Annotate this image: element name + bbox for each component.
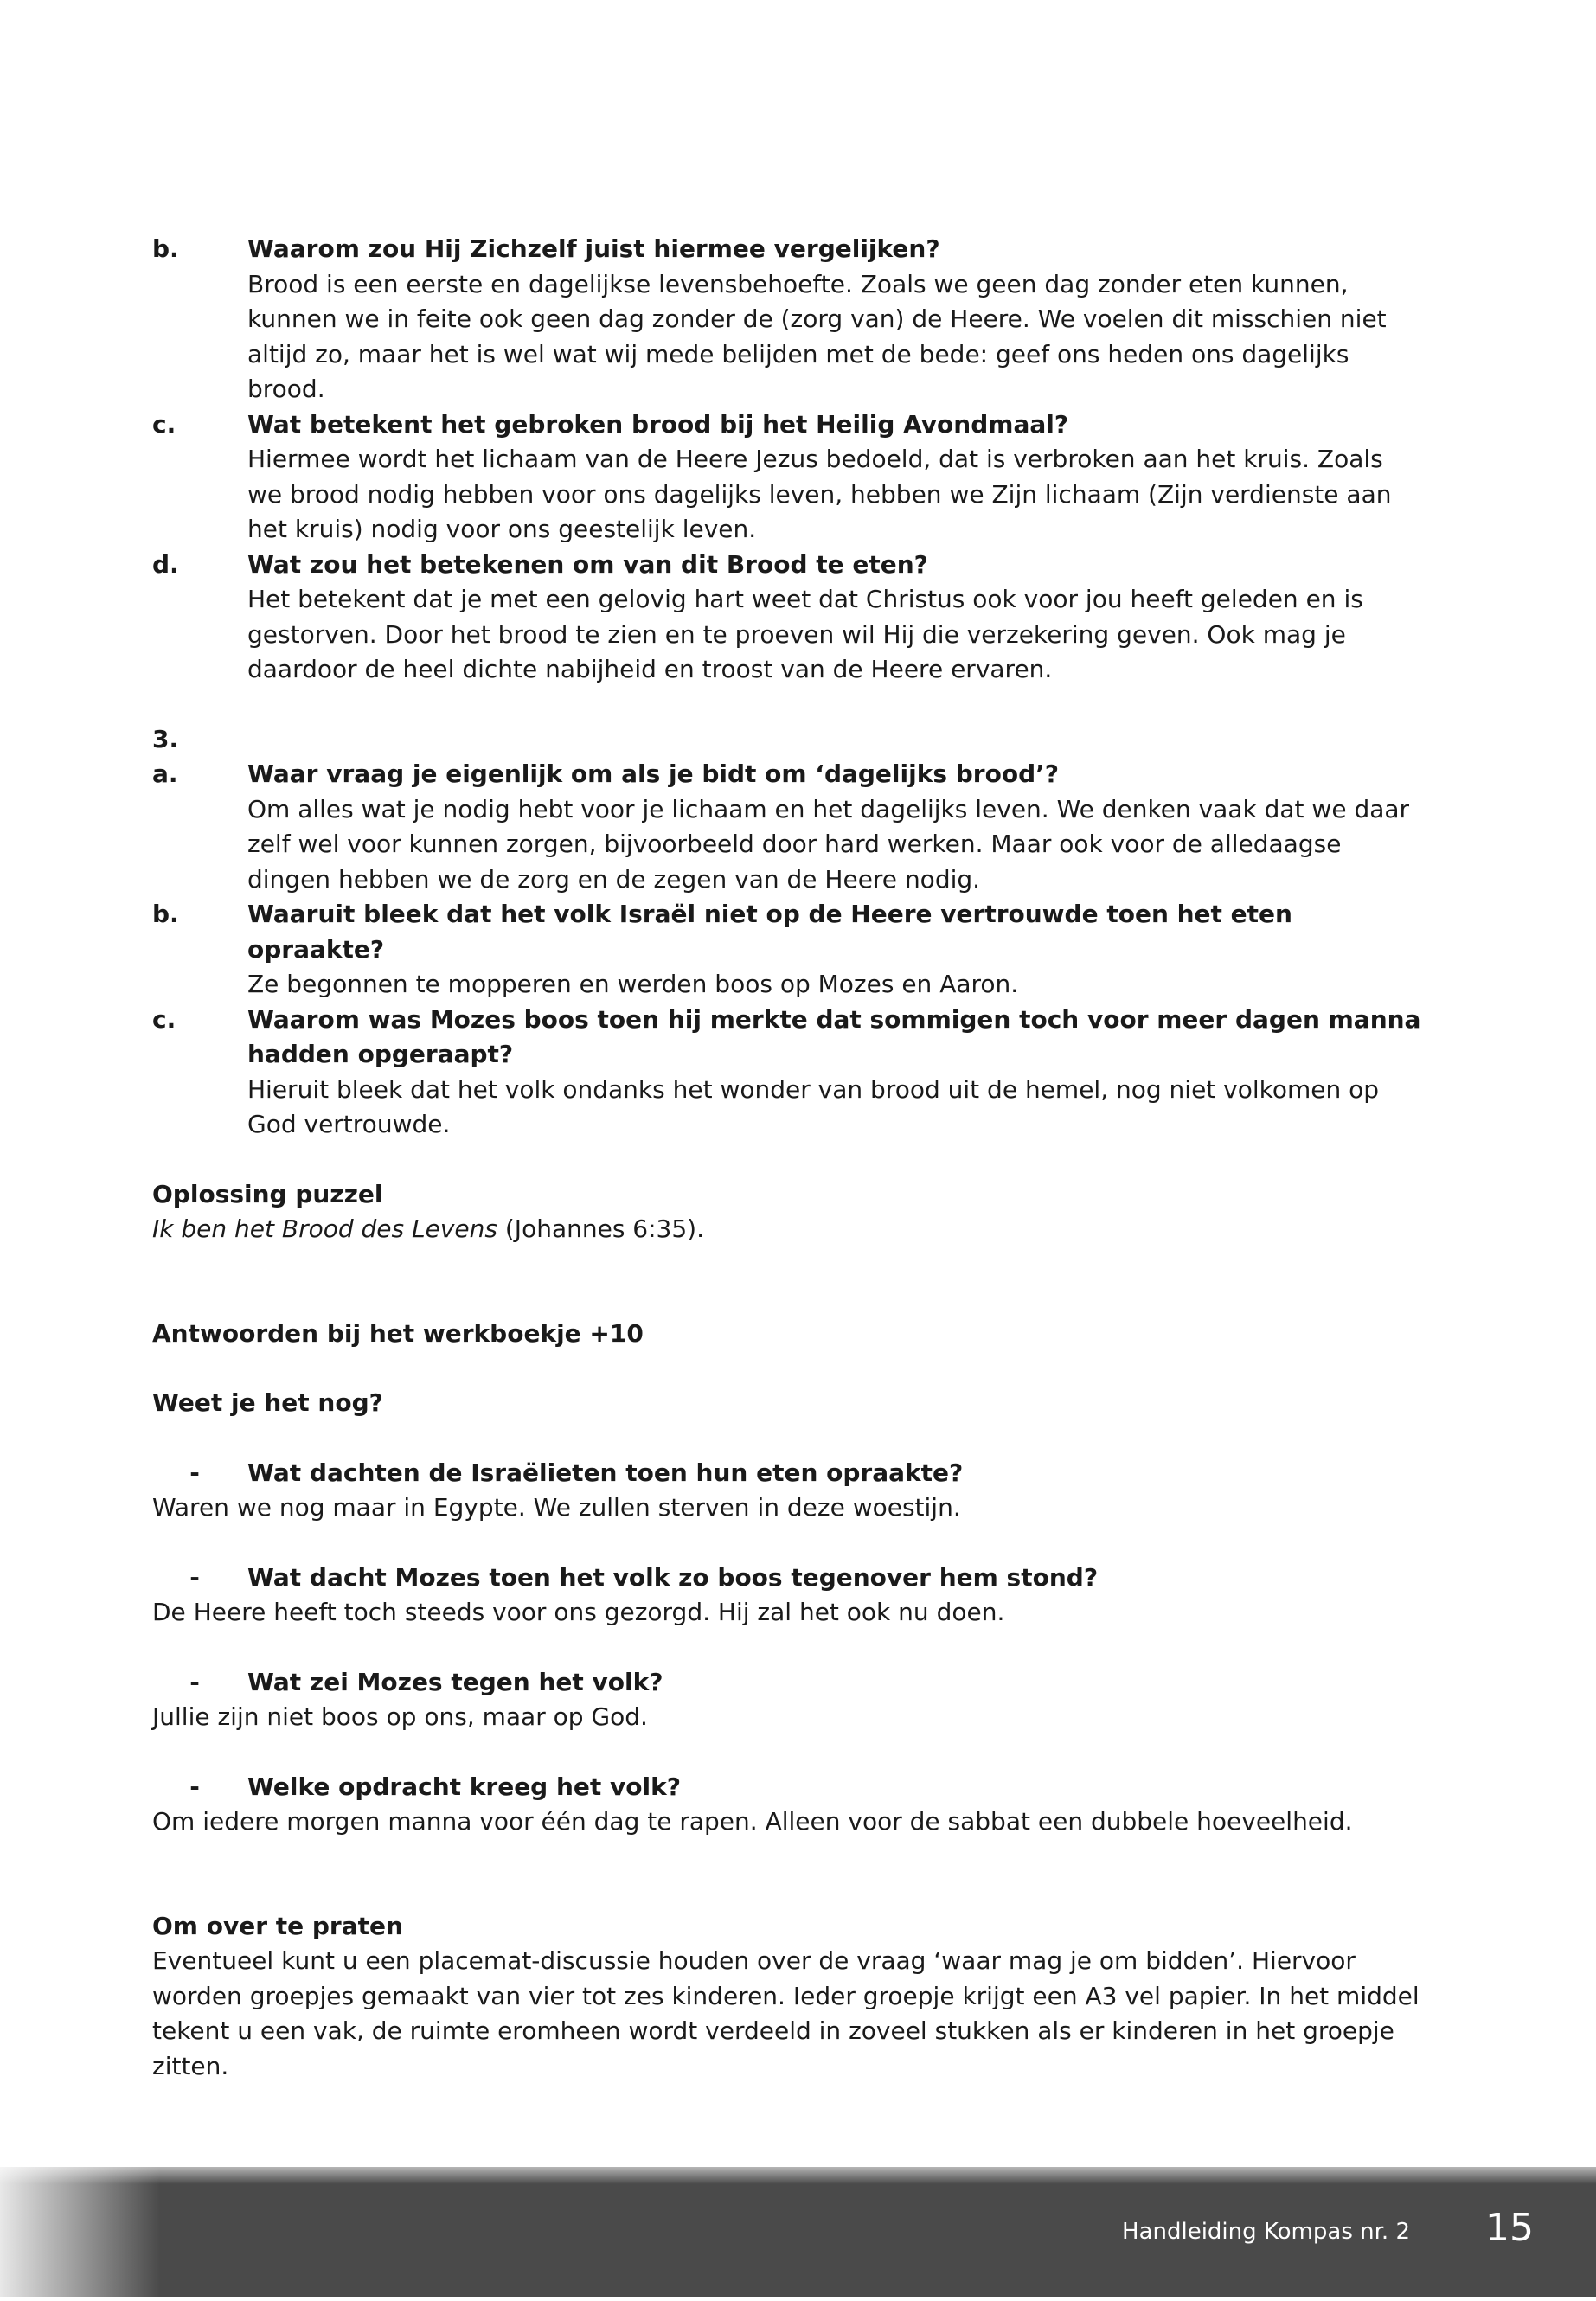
answer: Brood is een eerste en dagelijkse levensbehoefte. Zoals we geen dag zonder eten kunnen, kunnen we in feite ook geen dag zonder de (zorg van) de Heere. We voelen dit misschien niet altijd zo, maar het is wel wat wij mede belijden met de bede: geef ons heden ons dagelijks brood.	[247, 269, 1387, 403]
question: Wat zei Mozes tegen het volk?	[247, 1667, 663, 1696]
question: Wat zou het betekenen om van dit Brood te eten?	[247, 549, 928, 579]
dash-marker: -	[189, 1772, 200, 1801]
answer: Ze begonnen te mopperen en werden boos op Mozes en Aaron.	[247, 970, 1019, 998]
bullet-question	[152, 1770, 1424, 1805]
puzzle-answer-italic: Ik ben het Brood des Levens	[152, 1215, 497, 1243]
question: Waarom zou Hij Zichzelf juist hiermee vergelijken?	[247, 234, 940, 263]
answer: Waren we nog maar in Egypte. We zullen sterven in deze woestijn.	[152, 1493, 961, 1522]
item-label: c.	[152, 409, 176, 439]
answer: Hiermee wordt het lichaam van de Heere Jezus bedoeld, dat is verbroken aan het kruis. Zoals we brood nodig hebben voor ons dagelijks leven, hebben we Zijn lichaam (Zijn verdienste aan het kruis) nodig voor ons geestelijk leven.	[247, 445, 1392, 543]
item-label: b.	[152, 234, 179, 263]
praten-text: Eventueel kunt u een placemat-discussie houden over de vraag ‘waar mag je om bidden’. Hiervoor worden groepjes gemaakt van vier tot zes kinderen. Ieder groepje krijgt een A3 vel papier. In het middel tekent u een vak, de ruimte eromheen wordt verdeeld in zoveel stukken als er kinderen in het groepje zitten.	[152, 1946, 1420, 2080]
answer: De Heere heeft toch steeds voor ons gezorgd. Hij zal het ook nu doen.	[152, 1598, 1005, 1626]
answer: Hieruit bleek dat het volk ondanks het wonder van brood uit de hemel, nog niet volkomen op God vertrouwde.	[247, 1074, 1380, 1138]
footer-highlight	[0, 2167, 1596, 2184]
question: Waarom was Mozes boos toen hij merkte dat sommigen toch voor meer dagen manna hadden opgeraapt?	[247, 1004, 1421, 1068]
answer: Om iedere morgen manna voor één dag te rapen. Alleen voor de sabbat een dubbele hoeveelheid.	[152, 1807, 1353, 1836]
qa-2c	[152, 407, 1424, 548]
answer: Om alles wat je nodig hebt voor je lichaam en het dagelijks leven. We denken vaak dat we daar zelf wel voor kunnen zorgen, bijvoorbeeld door hard werken. Maar ook voor de alledaagse dingen hebben we de zorg en de zegen van de Heere nodig.	[247, 794, 1410, 894]
item-label: d.	[152, 549, 179, 579]
section-number: 3.	[152, 724, 179, 753]
question: Wat dachten de Israëlieten toen hun eten opraakte?	[247, 1458, 964, 1487]
item-label: b.	[152, 900, 179, 928]
qa-3b	[152, 897, 1424, 1003]
bullet-question	[152, 1665, 1424, 1701]
dash-marker: -	[189, 1667, 200, 1696]
question: Waaruit bleek dat het volk Israël niet op de Heere vertrouwde toen het eten opraakte?	[247, 900, 1292, 964]
bullet-question	[152, 1456, 1424, 1491]
dash-marker: -	[189, 1458, 200, 1487]
werkboekje-heading: Antwoorden bij het werkboekje +10	[152, 1318, 644, 1348]
answer: Het betekent dat je met een gelovig hart weet dat Christus ook voor jou heeft geleden en is gestorven. Door het brood te zien en te proeven wil Hij die verzekering geven. Ook mag je daardoor de heel dichte nabijheid en troost van de Heere ervaren.	[247, 585, 1363, 683]
question: Wat dacht Mozes toen het volk zo boos tegenover hem stond?	[247, 1562, 1099, 1592]
question: Wat betekent het gebroken brood bij het Heilig Avondmaal?	[247, 409, 1069, 439]
dash-marker: -	[189, 1562, 200, 1592]
qa-3a	[152, 757, 1424, 897]
question: Waar vraag je eigenlijk om als je bidt om ‘dagelijks brood’?	[247, 760, 1059, 788]
bullet-question	[152, 1561, 1424, 1596]
answer: Jullie zijn niet boos op ons, maar op God.	[152, 1702, 648, 1731]
document-body	[152, 232, 1424, 2084]
puzzle-answer-reference: (Johannes 6:35).	[497, 1215, 705, 1243]
page-number: 15	[1485, 2206, 1534, 2250]
footer-title: Handleiding Kompas nr. 2	[1122, 2219, 1410, 2245]
question: Welke opdracht kreeg het volk?	[247, 1772, 681, 1801]
weet-heading: Weet je het nog?	[152, 1388, 383, 1417]
qa-2d	[152, 548, 1424, 688]
item-label: a.	[152, 760, 178, 788]
praten-heading: Om over te praten	[152, 1911, 403, 1940]
qa-3c	[152, 1003, 1424, 1143]
puzzle-answer	[152, 1212, 1424, 1247]
puzzle-heading: Oplossing puzzel	[152, 1179, 383, 1208]
qa-2b	[152, 232, 1424, 407]
item-label: c.	[152, 1004, 176, 1034]
